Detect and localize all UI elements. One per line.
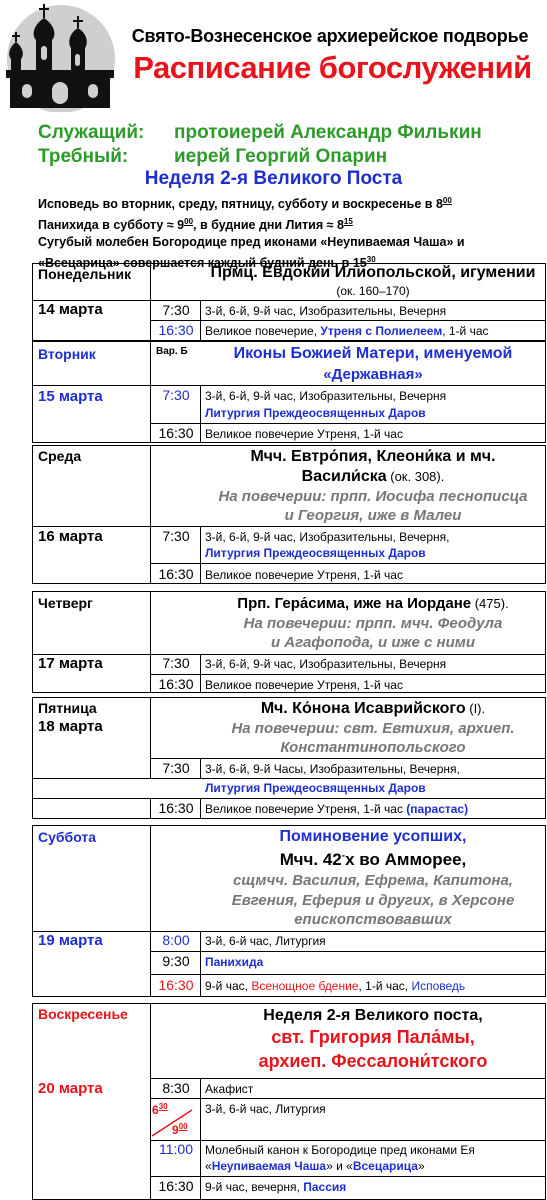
saint-title: Васили́ска (ок. 308). [301, 468, 445, 485]
time: 16:30 [158, 800, 194, 816]
saint-title: Иконы Божией Матери, именуемой [233, 345, 513, 362]
feast-title: Поминовение усопших, [279, 828, 467, 845]
day-name: Четверг [38, 595, 93, 611]
service: Литургия Преждеосвященных Даров [205, 546, 426, 560]
page-subtitle: Расписание богослужений [133, 50, 532, 85]
note-line: Панихида в субботу ≈ $9^{00}$, в будние дни Лития ≈ $8^{15}$ [38, 217, 353, 233]
service: Литургия Преждеосвященных Даров [205, 781, 426, 795]
date: 17 марта [38, 655, 103, 672]
service: Великое повечерие Утреня, 1-й час [205, 678, 403, 692]
note-line: Сугубый молебен Богородице пред иконами «Неупиваемая Чаша» и [38, 235, 465, 250]
service: Великое повечерие Утреня, 1-й час [205, 427, 403, 441]
saint-note: (ок. 160–170) [336, 284, 410, 298]
time: 9:30 [162, 953, 190, 969]
service: 9-й час, вечерня, Пассия [205, 1180, 347, 1194]
commemoration: Константинопольского [280, 739, 466, 756]
time: 7:30 [162, 528, 190, 544]
time: 7:30 [162, 655, 190, 671]
service: Великое повечерие Утреня, 1-й час (парастас) [205, 802, 469, 816]
saint-title: Мчч. 42-х во Амморее, [279, 850, 467, 869]
day-name: Среда [38, 448, 82, 464]
date: 20 марта [38, 1080, 103, 1097]
commemoration: Евгения, Еферия и других, в Херсоне [231, 892, 515, 909]
serving-role: Служащий: [38, 122, 145, 143]
commemoration: епископствовавших [294, 911, 452, 928]
commemoration: На повечерии: свт. Евтихия, архиеп. [231, 720, 515, 737]
schedule-notes [38, 192, 538, 272]
saint-title: Прмц. Евдоки́и Илиопольской, игумении [210, 264, 536, 281]
week-title: Неделя 2-я Великого Поста [144, 168, 403, 189]
service: Великое повечерие Утреня, 1-й час [205, 568, 403, 582]
commemoration: и Георгия, иже в Малеи [284, 507, 462, 524]
service: 3-й, 6-й, 9-й час, Изобразительны, Вечерня [205, 657, 447, 671]
day-name: Пятница [38, 700, 97, 716]
day-name: Суббота [38, 829, 97, 845]
service: 3-й, 6-й час, Литургия [205, 934, 326, 948]
date: 14 марта [38, 301, 103, 318]
day-name: Воскресенье [38, 1006, 128, 1022]
date: 15 марта [38, 388, 103, 405]
commemoration: На повечерии: прпп. мчч. Феодула [243, 615, 503, 632]
commemoration: сщмчч. Василия, Ефрема, Капитона, [233, 872, 513, 889]
service: Акафист [205, 1082, 254, 1096]
time: 7:30 [162, 387, 190, 403]
saint-title: Мчч. Евтро́пия, Клеони́ка и мч. [250, 448, 496, 465]
saint-title: Мч. Ко́нона Исаврийского (I). [260, 700, 486, 717]
saint-title: архиеп. Фессалони́тского [258, 1051, 488, 1071]
time: 16:30 [158, 425, 194, 441]
header [0, 0, 547, 120]
note-line: «Всецарица» совершается каждый будний день в $15^{30}$ [38, 255, 376, 271]
feast-title: Неделя 2-я Великого поста, [263, 1007, 483, 1024]
church-domes-icon [2, 2, 120, 112]
service: 3-й, 6-й, 9-й час, Изобразительны, Вечерня, [205, 530, 450, 544]
time: 16:30 [158, 322, 194, 338]
time: 7:30 [162, 760, 190, 776]
time: 11:00 [159, 1141, 193, 1157]
date: 16 марта [38, 528, 103, 545]
treb-priest [38, 146, 387, 168]
page-title: Свято-Вознесенское архиерейское подворье [131, 26, 529, 46]
variant-label: Вар. Б [156, 346, 188, 357]
saint-title: «Державная» [323, 366, 423, 383]
time: 16:30 [158, 977, 194, 993]
serving-name: протоиерей Александр Филькин [174, 122, 482, 143]
time: $9^{00}$ [172, 1122, 188, 1137]
time: 8:00 [162, 932, 190, 948]
service: Литургия Преждеосвященных Даров [205, 406, 426, 420]
time: 7:30 [162, 302, 190, 318]
note-line: Исповедь во вторник, среду, пятницу, субботу и воскресенье в $8^{00}$ [38, 196, 452, 212]
time: 16:30 [158, 676, 194, 692]
time: 8:30 [162, 1080, 190, 1096]
time: 16:30 [158, 1178, 194, 1194]
commemoration: На повечерии: прпп. Иосифа песнописца [218, 488, 528, 505]
date: 19 марта [38, 932, 103, 949]
saint-title: Прп. Гера́сима, иже на Иордане (475). [237, 595, 509, 612]
service: Молебный канон к Богородице пред иконами Ея [205, 1143, 475, 1157]
saint-title: свт. Григория Пала́мы, [271, 1027, 475, 1047]
service: 3-й, 6-й, 9-й Часы, Изобразительны, Вечерня, [205, 762, 460, 776]
serving-priest [38, 122, 482, 144]
day-name: Понедельник [38, 266, 132, 282]
service: 9-й час, Всенощное бдение, 1-й час, Исповедь [205, 979, 466, 993]
treb-name: иерей Георгий Опарин [174, 146, 388, 167]
service: 3-й, 6-й, 9-й час, Изобразительны, Вечерня [205, 304, 447, 318]
service: Великое повечерие, Утреня с Полиелеем, 1-й час [205, 324, 489, 338]
time: $6^{30}$ [152, 1102, 168, 1117]
service: «Неупиваемая Чаша» и «Всецарица» [205, 1159, 425, 1173]
day-name: Вторник [38, 346, 96, 362]
service: 3-й, 6-й час, Литургия [205, 1102, 326, 1116]
commemoration: и Агафопода, и иже с ними [270, 634, 476, 651]
date: 18 марта [38, 718, 103, 735]
treb-role: Требный: [38, 146, 129, 167]
service: Панихида [205, 955, 264, 969]
service: 3-й, 6-й, 9-й час, Изобразительны, Вечерня [205, 389, 447, 403]
time: 16:30 [158, 566, 194, 582]
